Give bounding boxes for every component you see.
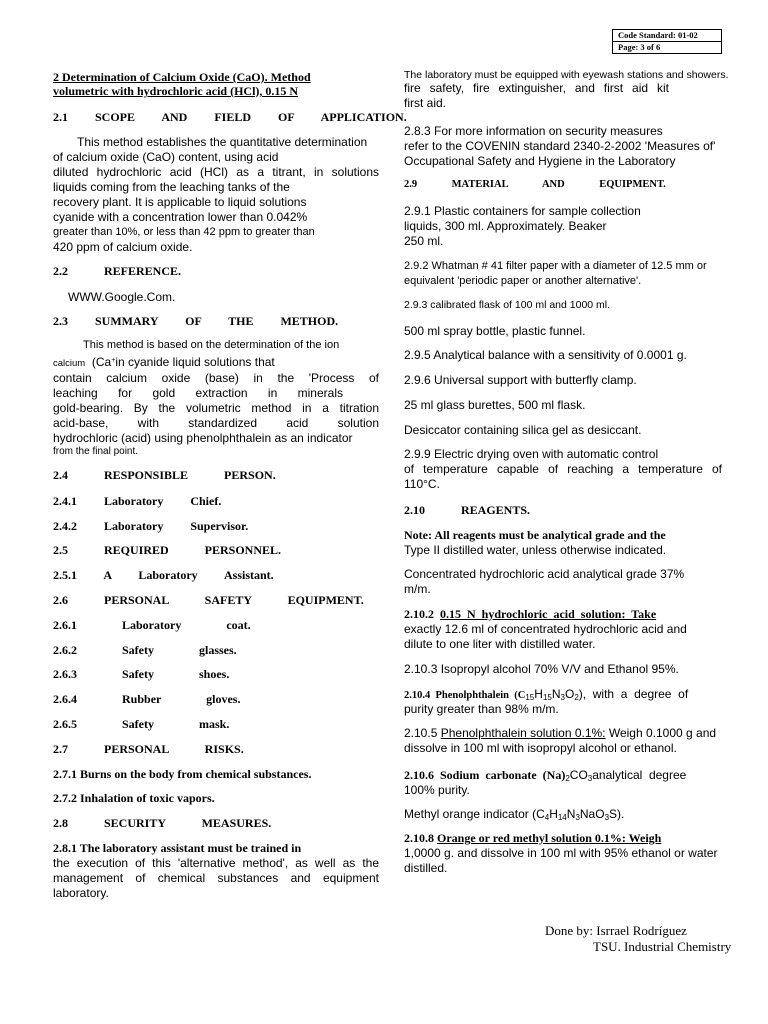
- item-2-10-5-line1: 2.10.5 Phenolphthalein solution 0.1%: Weigh 0.1000 g and: [404, 726, 717, 740]
- heading-2-2: 2.2 REFERENCE.: [53, 264, 182, 278]
- item-2-9-9: [404, 447, 722, 492]
- text-line: 2.9.1 Plastic containers for sample collection: [404, 204, 641, 218]
- text-line: of calcium oxide (CaO) content, using acid: [53, 150, 279, 164]
- item-2-10-8: [404, 831, 734, 876]
- text-line: gold-bearing. By the volumetric method in a titration: [53, 401, 379, 415]
- text-line: diluted hydrochloric acid (HCl) as a titrant, in solutions: [53, 165, 379, 179]
- item-2-10-2: [404, 607, 706, 652]
- text-line: calcium (Ca+in cyanide liquid solutions that: [53, 355, 275, 369]
- text-line: 110°C.: [404, 477, 440, 491]
- section-title-line2: volumetric with hydrochloric acid (HCl), 0.15 N: [53, 84, 299, 98]
- text-line: dilute to one liter with distilled water.: [404, 637, 596, 651]
- item-2-5-1: 2.5.1 A Laboratory Assistant.: [53, 568, 274, 582]
- text-line: Concentrated hydrochloric acid analytical grade 37%: [404, 567, 685, 581]
- item-2-6-1: 2.6.1 Laboratory coat.: [53, 618, 251, 632]
- text-line: the execution of this 'alternative method', as well as the: [53, 856, 379, 870]
- note-line: Note: All reagents must be analytical grade and the: [404, 528, 666, 542]
- text-line: exactly 12.6 ml of concentrated hydrochloric acid and: [404, 622, 687, 636]
- item-2-10-3: 2.10.3 Isopropyl alcohol 70% V/V and Ethanol 95%.: [404, 662, 679, 676]
- text-line: refer to the COVENIN standard 2340-2-2002 'Measures of': [404, 139, 716, 153]
- item-2-6-4: 2.6.4 Rubber gloves.: [53, 692, 241, 706]
- text-line: laboratory.: [53, 886, 109, 900]
- reference-link[interactable]: WWW.Google.Com.: [68, 290, 176, 304]
- text-line: liquids coming from the leaching tanks of the: [53, 180, 290, 194]
- item-2-9-3: 2.9.3 calibrated flask of 100 ml and 1000 ml.: [404, 299, 611, 311]
- text-line: leaching for gold extraction in minerals: [53, 386, 343, 400]
- item-2-7-2: 2.7.2 Inhalation of toxic vapors.: [53, 791, 215, 805]
- item-2-10-1: [404, 567, 724, 597]
- item-2-9-6: 2.9.6 Universal support with butterfly clamp.: [404, 373, 637, 387]
- heading-2-7: 2.7 PERSONAL RISKS.: [53, 742, 244, 756]
- text-line: of temperature capable of reaching a temperature of: [404, 462, 722, 476]
- heading-2-6: 2.6 PERSONAL SAFETY EQUIPMENT.: [53, 593, 364, 607]
- text-line: 100% purity.: [404, 783, 470, 797]
- text-line: liquids, 300 ml. Approximately. Beaker: [404, 219, 607, 233]
- item-2-9-1: [404, 204, 724, 249]
- text-line: m/m.: [404, 582, 431, 596]
- text-line: 250 ml.: [404, 234, 444, 248]
- text-line: recovery plant. It is applicable to liquid solutions: [53, 195, 307, 209]
- item-2-10-8-heading: 2.10.8 Orange or red methyl solution 0.1%: Weigh: [404, 831, 662, 845]
- text-line: 420 ppm of calcium oxide.: [53, 240, 193, 254]
- item-2-10-6-line1: 2.10.6 Sodium carbonate $(Na)_2CO_3analytical$ degree: [404, 768, 687, 783]
- scope-paragraph: [53, 135, 379, 255]
- text-line: management of chemical substances and equipment: [53, 871, 379, 885]
- text-line: The laboratory must be equipped with eyewash stations and showers.: [404, 69, 729, 81]
- text-line: distilled.: [404, 861, 448, 875]
- heading-2-5: 2.5 REQUIRED PERSONNEL.: [53, 543, 282, 557]
- heading-2-10: 2.10 REAGENTS.: [404, 503, 531, 517]
- text-line: hydrochloric (acid) using phenolphthalein as an indicator: [53, 431, 353, 445]
- text-line: 2.9.2 Whatman # 41 filter paper with a diameter of 12.5 mm or: [404, 260, 707, 272]
- item-2-10-4: [404, 687, 710, 717]
- done-by: Done by: Isrrael Rodríguez: [545, 923, 687, 938]
- text-line: Type II distilled water, unless otherwise indicated.: [404, 543, 667, 557]
- text-line: 1,0000 g. and dissolve in 100 ml with 95% ethanol or water: [404, 846, 718, 860]
- item-2-6-3: 2.6.3 Safety shoes.: [53, 667, 230, 681]
- text-line: 2.8.3 For more information on security measures: [404, 124, 663, 138]
- text-line: This method establishes the quantitative determination: [77, 135, 368, 149]
- text-line: cyanide with a concentration lower than 0.042%: [53, 210, 308, 224]
- text-line: first aid.: [404, 96, 447, 110]
- page-number: Page: 3 of 6: [613, 41, 721, 53]
- reagents-note: [404, 528, 724, 558]
- section-title-line1: 2 Determination of Calcium Oxide (CaO). Method: [53, 70, 311, 84]
- code-standard-box: [612, 29, 722, 54]
- text-line: equivalent 'periodic paper or another alternative'.: [404, 275, 642, 287]
- security-2-8-1: [53, 841, 379, 901]
- item-2-10-4-line1: 2.10.4 Phenolphthalein $(C_{15}H_{15}N_3O_2)$, with a degree of: [404, 687, 689, 702]
- text-line: 2.9.9 Electric drying oven with automatic control: [404, 447, 659, 461]
- item-2-8-3: [404, 124, 724, 169]
- text-line: greater than 10%, or less than 42 ppm to greater than: [53, 226, 315, 238]
- item-2-10-7: Methyl orange indicator $(C_4H_{14}N_3NaO_3S)$.: [404, 807, 625, 822]
- item-2-8-1-heading: 2.8.1 The laboratory assistant must be trained in: [53, 841, 302, 855]
- text-line: This method is based on the determination of the ion: [83, 339, 340, 351]
- text-line: acid-base, with standardized acid solution: [53, 416, 379, 430]
- heading-2-9: 2.9 MATERIAL AND EQUIPMENT.: [404, 179, 666, 190]
- code-standard: Code Standard: 01-02: [618, 30, 698, 40]
- item-2-9-5: 2.9.5 Analytical balance with a sensitivity of 0.0001 g.: [404, 348, 687, 362]
- item-2-9-2: [404, 259, 724, 289]
- heading-2-4: 2.4 RESPONSIBLE PERSON.: [53, 468, 276, 482]
- item-2-4-1: 2.4.1 Laboratory Chief.: [53, 494, 222, 508]
- heading-2-3: 2.3 SUMMARY OF THE METHOD.: [53, 314, 339, 328]
- text-line: Occupational Safety and Hygiene in the Laboratory: [404, 154, 676, 168]
- item-2-9-7: 25 ml glass burettes, 500 ml flask.: [404, 398, 586, 412]
- text-line: contain calcium oxide (base) in the 'Process of: [53, 371, 379, 385]
- summary-paragraph: [53, 338, 379, 458]
- text-line: fire safety, fire extinguisher, and first aid kit: [404, 81, 669, 95]
- text-line: from the final point.: [53, 446, 139, 457]
- item-2-9-8: Desiccator containing silica gel as desiccant.: [404, 423, 642, 437]
- author-degree: TSU. Industrial Chemistry: [593, 939, 732, 954]
- item-2-10-5: [404, 726, 734, 756]
- item-2-4-2: 2.4.2 Laboratory Supervisor.: [53, 519, 249, 533]
- item-2-7-1: 2.7.1 Burns on the body from chemical substances.: [53, 767, 312, 781]
- item-2-9-4: 500 ml spray bottle, plastic funnel.: [404, 324, 586, 338]
- text-line: purity greater than 98% m/m.: [404, 702, 559, 716]
- heading-2-8: 2.8 SECURITY MEASURES.: [53, 816, 272, 830]
- item-2-6-2: 2.6.2 Safety glasses.: [53, 643, 237, 657]
- item-2-10-6: [404, 768, 714, 798]
- heading-2-1: 2.1 SCOPE AND FIELD OF APPLICATION.: [53, 110, 407, 124]
- safety-equipment-paragraph: [404, 69, 729, 111]
- item-2-6-5: 2.6.5 Safety mask.: [53, 717, 230, 731]
- item-2-10-2-heading: 2.10.2 0.15 N hydrochloric acid solution: Take: [404, 607, 657, 621]
- text-line: dissolve in 100 ml with isopropyl alcohol or ethanol.: [404, 741, 677, 755]
